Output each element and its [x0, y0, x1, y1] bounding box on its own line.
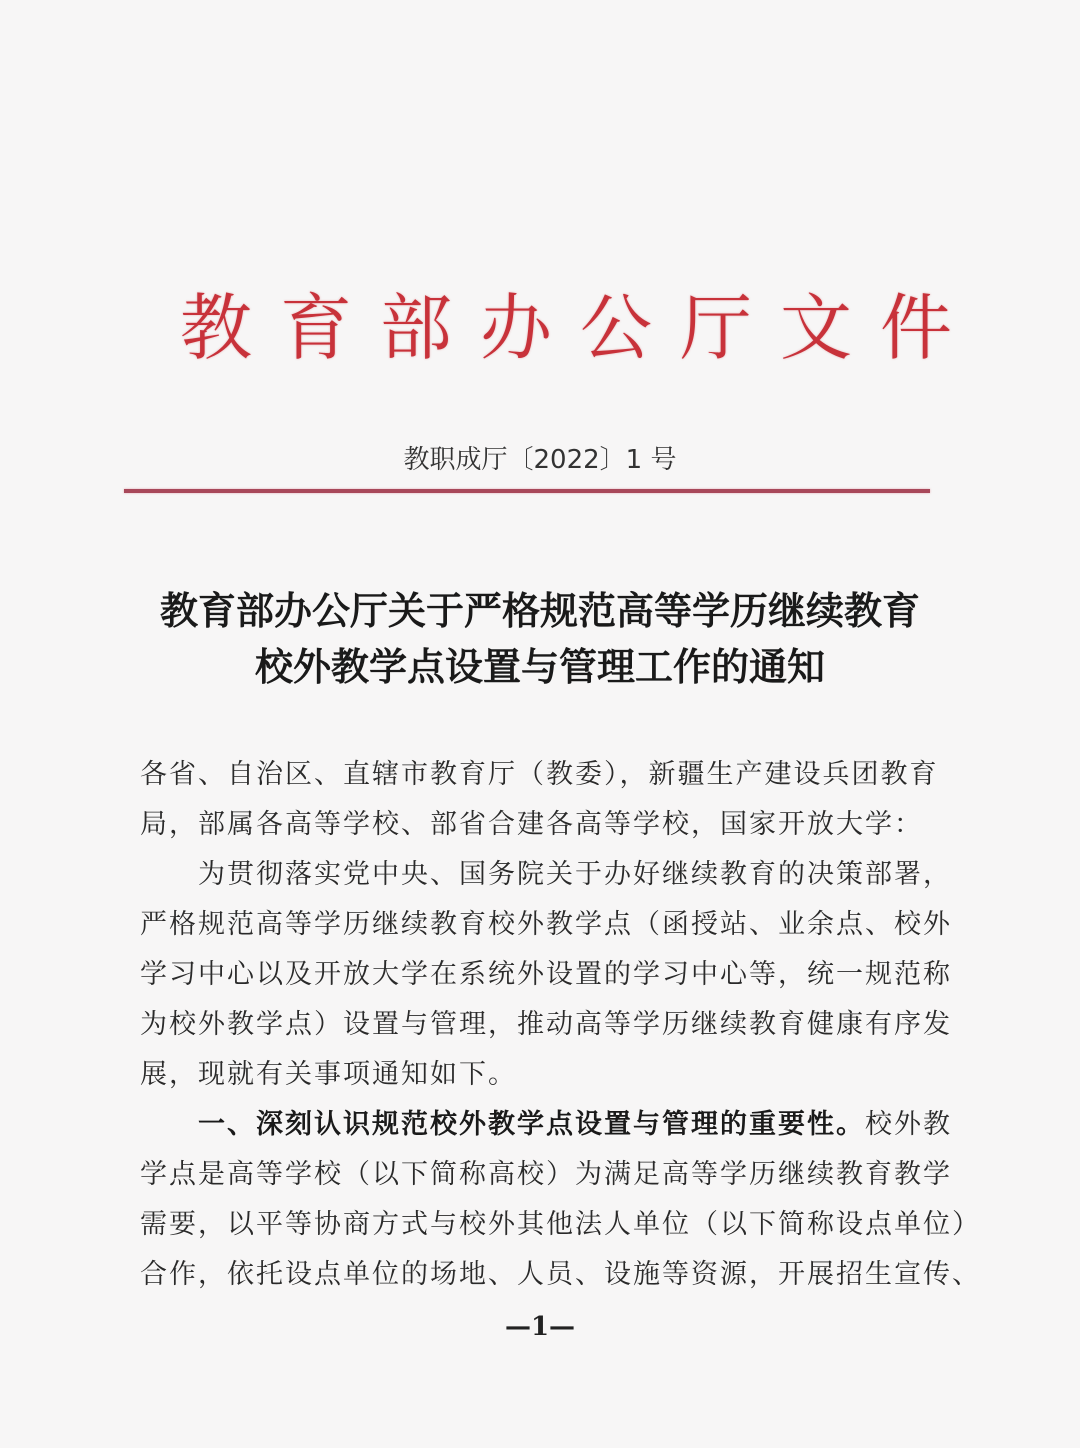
notice-body: [140, 750, 981, 1300]
page-number: —1—: [504, 1312, 576, 1342]
paragraph-line: 为贯彻落实党中央、国务院关于办好继续教育的决策部署，: [198, 859, 952, 890]
paragraph-line: 展，现就有关事项通知如下。: [140, 1059, 517, 1090]
notice-title-line-2: 校外教学点设置与管理工作的通知: [254, 644, 825, 689]
section-1-text-start: 校外教: [865, 1109, 952, 1140]
document-header-title: 教育部办公厅文件: [180, 286, 981, 370]
paragraph-line: 严格规范高等学历继续教育校外教学点（函授站、业余点、校外: [140, 909, 952, 940]
notice-title-line-1: 教育部办公厅关于严格规范高等学历继续教育: [159, 588, 920, 633]
notice-title: [100, 583, 980, 695]
document-number: 教职成厅〔2022〕1 号: [403, 445, 677, 475]
red-divider-line: [124, 489, 930, 493]
paragraph-line: 合作，依托设点单位的场地、人员、设施等资源，开展招生宣传、: [140, 1259, 981, 1290]
paragraph-line: 为校外教学点）设置与管理，推动高等学历继续教育健康有序发: [140, 1009, 952, 1040]
paragraph-line: 需要，以平等协商方式与校外其他法人单位（以下简称设点单位）: [140, 1209, 981, 1240]
section-1-heading-line: [140, 1100, 952, 1150]
section-1-heading: 一、深刻认识规范校外教学点设置与管理的重要性。: [198, 1109, 865, 1140]
paragraph-line: 学习中心以及开放大学在系统外设置的学习中心等，统一规范称: [140, 959, 952, 990]
addressee-line-1: 各省、自治区、直辖市教育厅（教委），新疆生产建设兵团教育: [140, 759, 939, 790]
paragraph-line: 学点是高等学校（以下简称高校）为满足高等学历继续教育教学: [140, 1159, 952, 1190]
addressee-line-2: 局，部属各高等学校、部省合建各高等学校，国家开放大学：: [140, 809, 923, 840]
